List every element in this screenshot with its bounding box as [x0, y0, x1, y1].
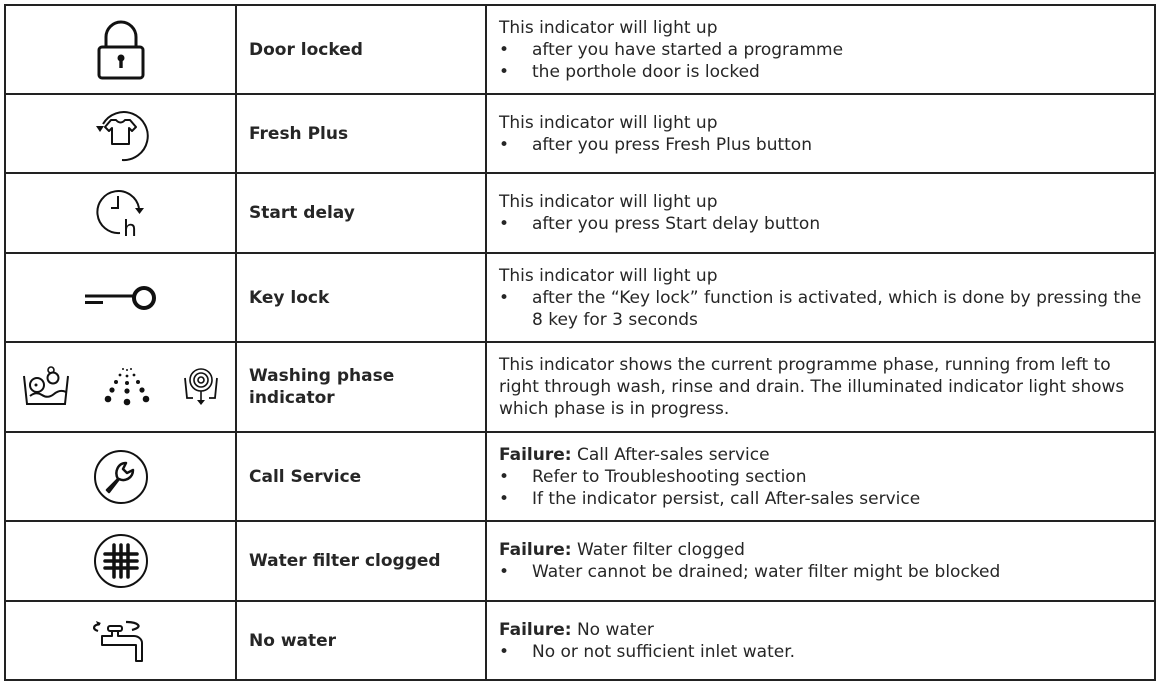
table-row: [5, 253, 1155, 342]
bullet-item: • Water cannot be drained; water filter might be blocked: [499, 562, 1001, 582]
padlock-icon: [96, 20, 146, 80]
icon-cell: [5, 521, 236, 601]
rinse-icon: [103, 366, 151, 408]
table-row: [5, 5, 1155, 94]
indicator-description: [486, 432, 1155, 521]
indicator-table: [4, 4, 1156, 681]
table-row: [5, 601, 1155, 680]
table-row: [5, 173, 1155, 253]
fresh-plus-shirt-icon: [89, 106, 153, 162]
indicator-description: [486, 94, 1155, 173]
table-row: [5, 432, 1155, 521]
svg-text:h: h: [122, 217, 137, 240]
bullet-item: • If the indicator persist, call After-sales service: [499, 488, 921, 509]
indicator-name: Key lock: [236, 253, 486, 342]
failure-line: Failure: Call After-sales service: [499, 444, 770, 465]
indicator-name: Washing phase indicator: [236, 342, 486, 432]
description-intro: This indicator will light up: [499, 17, 718, 38]
start-delay-clock-icon: [93, 186, 149, 240]
indicator-description: [486, 521, 1155, 601]
indicator-description: [486, 5, 1155, 94]
drain-icon: [183, 366, 219, 408]
indicator-name: Door locked: [236, 5, 486, 94]
wrench-icon: [92, 448, 150, 506]
failure-label: Failure:: [499, 540, 572, 560]
bullet-item: • after you press Start delay button: [499, 214, 821, 234]
table-row: [5, 94, 1155, 173]
failure-line: Failure: No water: [499, 619, 654, 640]
icon-cell: [5, 342, 236, 432]
description-intro: This indicator will light up: [499, 192, 718, 212]
indicator-name: Call Service: [236, 432, 486, 521]
bullet-item: • after you press Fresh Plus button: [499, 134, 812, 155]
icon-cell: [5, 432, 236, 521]
failure-label: Failure:: [499, 619, 572, 640]
icon-cell: [5, 173, 236, 253]
icon-cell: [5, 94, 236, 173]
bullet-item: • the porthole door is locked: [499, 61, 760, 82]
key-icon: [83, 283, 159, 313]
filter-grid-icon: [92, 532, 150, 590]
bullet-item: • after you have started a programme: [499, 39, 844, 60]
icon-cell: [5, 601, 236, 680]
indicator-description: This indicator shows the current programme phase, running from left to right through wash, rinse and drain. The illuminated indicator light shows which phase is in progress.: [486, 342, 1155, 432]
indicator-name: Fresh Plus: [236, 94, 486, 173]
indicator-name: No water: [236, 601, 486, 680]
indicator-name: Water filter clogged: [236, 521, 486, 601]
indicator-description: [486, 601, 1155, 680]
table-row: [5, 521, 1155, 601]
bullet-item: • No or not sufficient inlet water.: [499, 641, 796, 662]
tap-icon: [90, 619, 152, 663]
description-intro: This indicator will light up: [499, 265, 718, 286]
icon-cell: [5, 253, 236, 342]
indicator-name: Start delay: [236, 173, 486, 253]
bullet-item: • after the “Key lock” function is activated, which is done by pressing the 8 key for 3 seconds: [499, 287, 1142, 330]
failure-label: Failure:: [499, 444, 572, 465]
description-intro: This indicator will light up: [499, 112, 718, 133]
failure-line: Failure: Water filter clogged: [499, 540, 745, 560]
indicator-description: [486, 253, 1155, 342]
indicator-description: [486, 173, 1155, 253]
wash-icon: [22, 366, 70, 408]
table-row: [5, 342, 1155, 432]
icon-cell: [5, 5, 236, 94]
bullet-item: • Refer to Troubleshooting section: [499, 466, 807, 487]
